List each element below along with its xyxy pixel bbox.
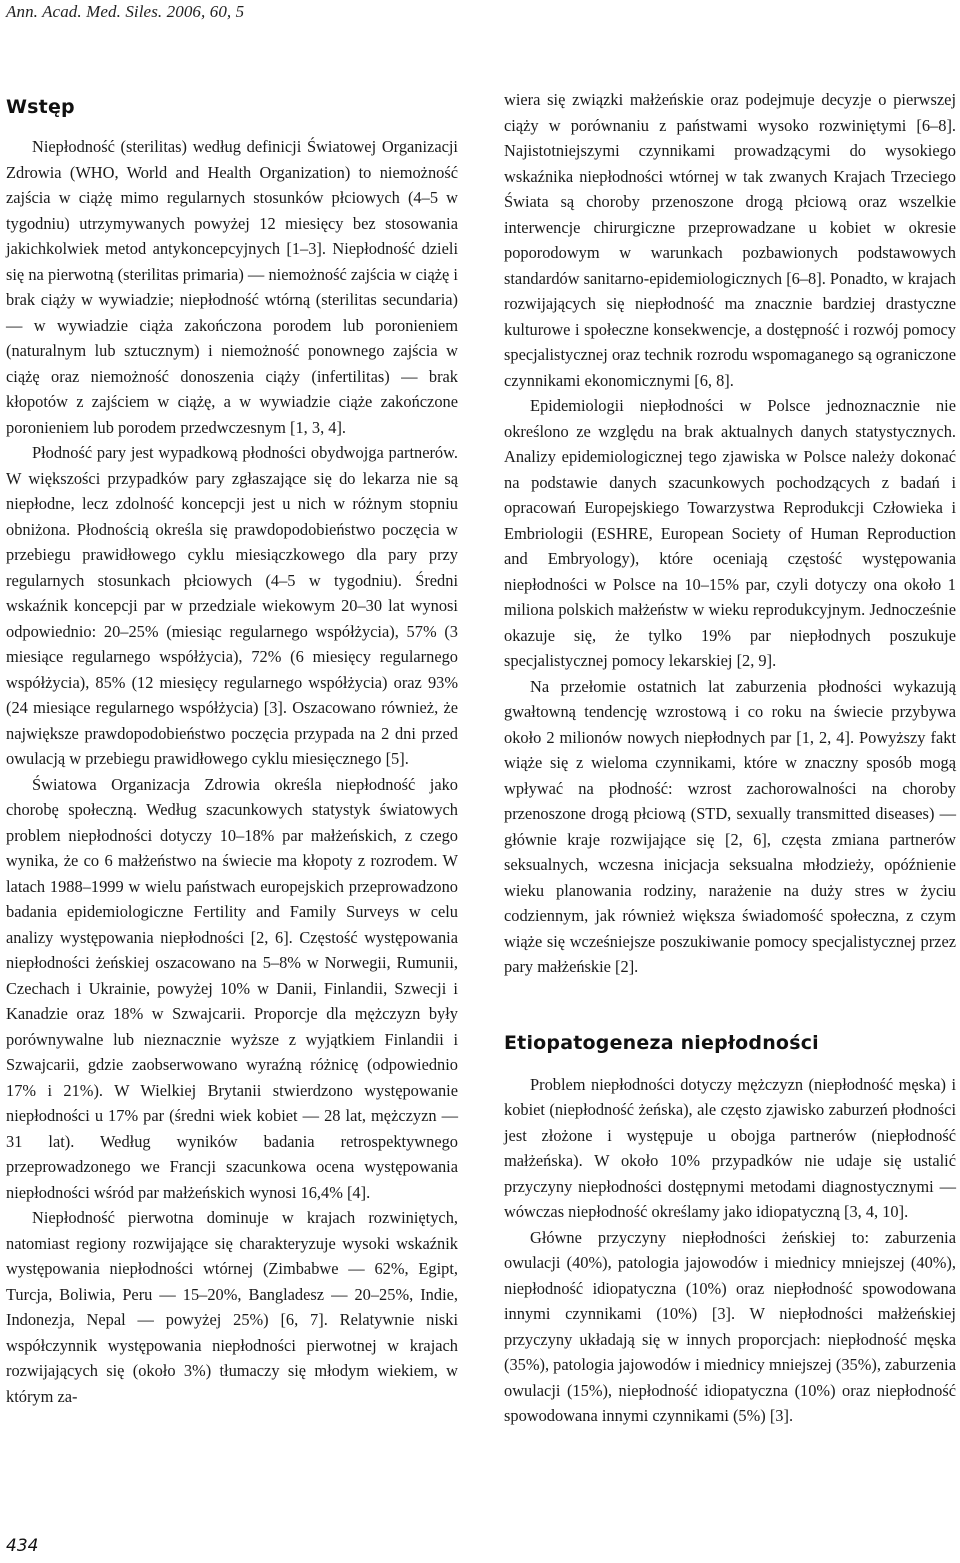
paragraph-causes-problem: Problem niepłodności dotyczy mężczyzn (niepłodność męska) i kobiet (niepłodność żeńska), ale często zjawisko zaburzeń płodności jest złożone i występuje u obojga partnerów (niepłodność małżeńska). W około 10% przypadków nie udaje się ustalić przyczyny niepłodności dostępnymi metodami diagnostycznymi — wówczas niepłodność określamy jako idiopatyczną [3, 4, 10]. <box>504 1074 956 1221</box>
section-spacer <box>504 980 956 1024</box>
paragraph-trends: Na przełomie ostatnich lat zaburzenia płodności wykazują gwałtowną tendencję wzrostową i co roku na świecie przybywa około 2 milionów nowych niepłodnych par [1, 2, 4]. Powyższy fakt wiąże się z wieloma czynnikami, które w znaczny sposób mogą wpływać na płodność: wzrost zachorowalności na choroby przenoszone drogą płciową (STD, sexually transmitted diseases) — głównie kraje rozwijające się [2, 6], częsta zmiana partnerów seksualnych, wczesna inicjacja seksualna młodzieży, opóźnienie wieku planowania rodziny, narażenie na duży stres w życiu codziennym, jak również większa świadomość społeczna, z czym wiąże się wcześniejsze poszukiwanie pomocy specjalistycznej przez pary małżeńskie [2]. <box>504 676 956 976</box>
left-column <box>6 87 458 1409</box>
paragraph-main-causes: Główne przyczyny niepłodności żeńskiej to: zaburzenia owulacji (40%), patologia jajowodów i miednicy mniejszej (40%), niepłodność idiopatyczna (10%) oraz niepłodność spowodowana innymi czynnikami (10%) [3]. W niepłodności małżeńskiej przyczyny układają się w innych proporcjach: niepłodność męska (35%), patologia jajowodów i miednicy mniejszej (35%), zaburzenia owulacji (15%), niepłodność idiopatyczna (10%) oraz niepłodność spowodowana innymi czynnikami (5%) [3]. <box>504 1227 956 1425</box>
right-column <box>504 87 956 1429</box>
paragraph-definition: Niepłodność (sterilitas) według definicji Światowej Organizacji Zdrowia (WHO, World and Health Organization) to niemożność zajścia w ciążę mimo regularnych stosunków płciowych (4–5 w tygodniu) utrzymywanych powyżej 12 miesięcy bez stosowania jakichkolwiek metod antykoncepcyjnych [1–3]. Niepłodność dzieli się na pierwotną (sterilitas primaria) — niemożność zajścia w ciążę i brak ciąży w wywiadzie; niepłodność wtórną (sterilitas secundaria) — w wywiadzie ciąża zakończona porodem lub poronieniem (naturalnym lub sztucznym) i niemożność ponownego zajścia w ciążę oraz niemożność donoszenia ciąży (infertilitas) — brak kłopotów z zajściem w ciążę, a w wywiadzie ciąże zakończone poronieniem lub porodem przedwczesnym [1, 3, 4]. <box>6 137 458 437</box>
section-heading-wstep: Wstęp <box>6 96 75 118</box>
section-heading-etiopatogeneza: Etiopatogeneza niepłodności <box>504 1031 819 1054</box>
page-number: 434 <box>6 1536 39 1556</box>
running-header: Ann. Acad. Med. Siles. 2006, 60, 5 <box>6 2 245 21</box>
paragraph-who-statistics: Światowa Organizacja Zdrowia określa niepłodność jako chorobę społeczną. Według szacunkowych statystyk światowych problem niepłodności dotyczy 10–18% par małżeńskich, z czego wynika, że co 6 małżeństwo na świecie ma kłopoty z rozrodem. W latach 1988–1999 w wielu państwach europejskich przeprowadzono badania epidemiologiczne Fertility and Family Surveys w celu analizy występowania niepłodności [2, 6]. Częstość występowania niepłodności żeńskiej oszacowano na 5–8% w Norwegii, Rumunii, Czechach i Ukrainie, powyżej 10% w Danii, Finlandii, Szwecji i Kanadzie oraz 18% w Szwajcarii. Proporcje dla mężczyzn były porównywalne lub nieznacznie wyższe z wyjątkiem Finlandii i Szwajcarii, gdzie zaobserwowano wyraźną różnicę (odpowiednio 17% i 21%). W Wielkiej Brytanii stwierdzono występowanie niepłodności u 17% par (średni wiek kobiet — 28 lat, mężczyzn — 31 lat). Według wyników badania retrospektywnego przeprowadzonego we Francji szacunkowa ocena występowania niepłodności wśród par małżeńskich wynosi 16,4% [4]. <box>6 774 458 1202</box>
paragraph-fertility: Płodność pary jest wypadkową płodności obydwojga partnerów. W większości przypadków pary zgłaszające się do lekarza nie są niepłodne, lecz zdolność koncepcji jest u nich w różnym stopniu obniżona. Płodnością określa się prawdopodobieństwo poczęcia w przebiegu prawidłowego cyklu miesiączkowego dla pary przy regularnych stosunkach płciowych (4–5 w tygodniu). Średni wskaźnik koncepcji par w przedziale wiekowym 20–30 lat wynosi odpowiednio: 20–25% (miesiąc regularnego współżycia), 57% (3 miesiące regularnego współżycia), 72% (6 miesięcy regularnego współżycia), 85% (12 miesięcy regularnego współżycia) oraz 93% (24 miesiące regularnego współżycia) [3]. Oszacowano również, że największe prawdopodobieństwo poczęcia przypada na 2 dni przed owulacją w przebiegu prawidłowego cyklu miesięcznego [5]. <box>6 443 458 768</box>
paragraph-poland-epidemiology: Epidemiologii niepłodności w Polsce jednoznacznie nie określono ze względu na brak aktualnych danych statystycznych. Analizy epidemiologicznej tego zjawiska w Polsce należy dokonać na podstawie danych szacunkowych pochodzących z badań i opracowań Europejskiego Towarzystwa Reprodukcji Człowieka i Embriologii (ESHRE, European Society of Human Reproduction and Embryology), które oceniają częstość występowania niepłodności w Polsce na 10–15% par, czyli dotyczy ona około 1 miliona polskich małżeństw w wieku reprodukcyjnym. Jednocześnie okazuje się, że tylko 19% par niepłodnych poszukuje specjalistycznej pomocy lekarskiej [2, 9]. <box>504 396 956 670</box>
paragraph-continued: wiera się związki małżeńskie oraz podejmuje decyzje o pierwszej ciąży w porównaniu z państwami wysoko rozwiniętymi [6–8]. Najistotniejszymi czynnikami prowadzącymi do wysokiego wskaźnika niepłodności wtórnej w tak zwanych Krajach Trzeciego Świata są choroby przenoszone drogą płciową oraz wszelkie interwencje chirurgiczne przeprowadzane u kobiet w okresie poporodowym w warunkach pozbawionych podstawowych standardów sanitarno-epidemiologicznych [6–8]. Ponadto, w krajach rozwijających się niepłodność ma znacznie bardziej drastyczne kulturowe i społeczne konsekwencje, a dostępność i rozwój pomocy specjalistycznej oraz technik rozrodu wspomaganego są ograniczone czynnikami ekonomicznymi [6, 8]. <box>504 90 956 390</box>
paragraph-primary-infertility: Niepłodność pierwotna dominuje w krajach rozwiniętych, natomiast regiony rozwijające się charakteryzuje wysoki wskaźnik występowania niepłodności wtórnej (Zimbabwe — 62%, Egipt, Turcja, Boliwia, Peru — 15–20%, Bangladesz — 20–25%, Indie, Indonezja, Nepal — powyżej 25%) [6, 7]. Relatywnie niski współczynnik występowania niepłodności pierwotnej w krajach rozwijających się (około 3%) tłumaczy się młodym wiekiem, w którym za- <box>6 1208 458 1406</box>
